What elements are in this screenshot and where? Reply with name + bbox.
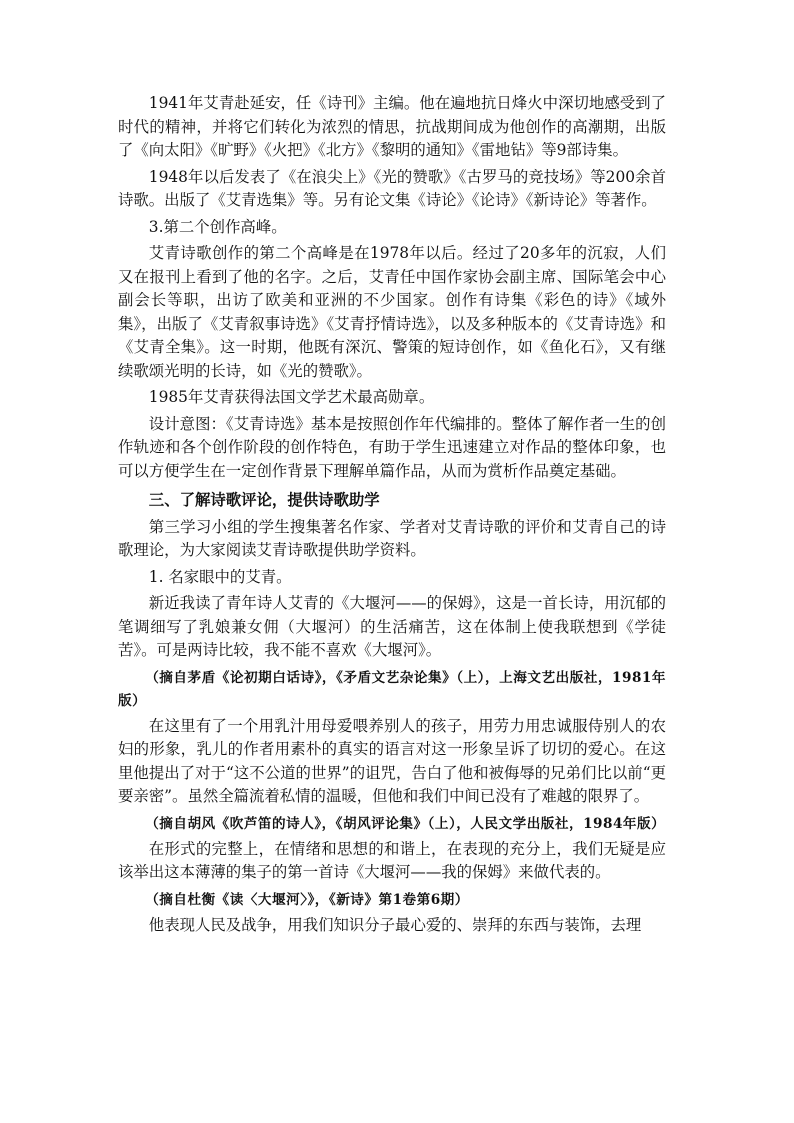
paragraph-after-1948: 1948年以后发表了《在浪尖上》《光的赞歌》《古罗马的竞技场》等200余首诗歌。出版了《艾青选集》等。另有论文集《诗论》《论诗》《新诗论》等著作。 [118,167,666,209]
paragraph-1985-award: 1985年艾青获得法国文学艺术最高勋章。 [148,388,435,406]
subheading-second-peak: 3.第二个创作高峰。 [148,217,287,236]
subheading-famous-views: 1. 名家眼中的艾青。 [148,567,292,586]
citation-maodun: （摘自茅盾《论初期白话诗》，《矛盾文艺杂论集》（上），上海文艺出版社，1981年版） [118,669,666,709]
paragraph-yanan-period: 1941年艾青赴延安，任《诗刊》主编。他在遍地抗日烽火中深切地感受到了时代的精神，并将它们转化为浓烈的情思，抗战期间成为他创作的高潮期，出版了《向太阳》《旷野》《火把》《北方》《黎明的通知》《雷地钻》等9部诗集。 [118,94,666,159]
quote-continued: 他表现人民及战争，用我们知识分子最心爱的、崇拜的东西与装饰，去理 [148,915,642,934]
quote-duheng: 在形式的完整上，在情绪和思想的和谐上，在表现的充分上，我们无疑是应该举出这本薄薄的集子的第一首诗《大堰河——我的保姆》来做代表的。 [118,839,666,881]
quote-maodun: 新近我读了青年诗人艾青的《大堰河——的保姆》，这是一首长诗，用沉郁的笔调细写了乳娘兼女佣（大堰河）的生活痛苦，这在体制上使我联想到《学徒苦》。可是两诗比较，我不能不喜欢《大堰河》。 [118,594,666,659]
paragraph-group-three: 第三学习小组的学生搜集著名作家、学者对艾青诗歌的评价和艾青自己的诗歌理论，为大家阅读艾青诗歌提供助学资料。 [118,517,666,559]
paragraph-second-peak: 艾青诗歌创作的第二个高峰是在1978年以后。经过了20多年的沉寂，人们又在报刊上看到了他的名字。之后，艾青任中国作家协会副主席、国际笔会中心副会长等职，出访了欧美和亚洲的不少国家。创作有诗集《彩色的诗》《域外集》，出版了《艾青叙事诗选》《艾青抒情诗选》，以及多种版本的《艾青诗选》和《艾青全集》。这一时期，他既有深沉、警策的短诗创作，如《鱼化石》，又有继续歌颂光明的长诗，如《光的赞歌》。 [118,244,666,380]
paragraph-design-intent: 设计意图：《艾青诗选》基本是按照创作年代编排的。整体了解作者一生的创作轨迹和各个创作阶段的创作特色，有助于学生迅速建立对作品的整体印象，也可以方便学生在一定创作背景下理解单篇作品，从而为赏析作品奠定基础。 [118,414,666,480]
section-heading-poetry-reviews: 三、了解诗歌评论，提供诗歌助学 [148,491,380,509]
citation-hufeng: （摘自胡风《吹芦笛的诗人》，《胡风评论集》（上），人民文学出版社，1984年版） [145,815,666,832]
quote-hufeng: 在这里有了一个用乳汁用母爱喂养别人的孩子，用劳力用忠诚服侍别人的农妇的形象，乳儿的作者用素朴的真实的语言对这一形象呈诉了切切的爱心。在这里他提出了对于“这不公道的世界”的诅咒，告白了他和被侮辱的兄弟们比以前“更要亲密”。虽然全篇流着私情的温暖，但他和我们中间已没有了难越的限界了。 [118,716,666,805]
citation-duheng: （摘自杜衡《读〈大堰河〉》，《新诗》第1卷第6期） [145,891,469,908]
